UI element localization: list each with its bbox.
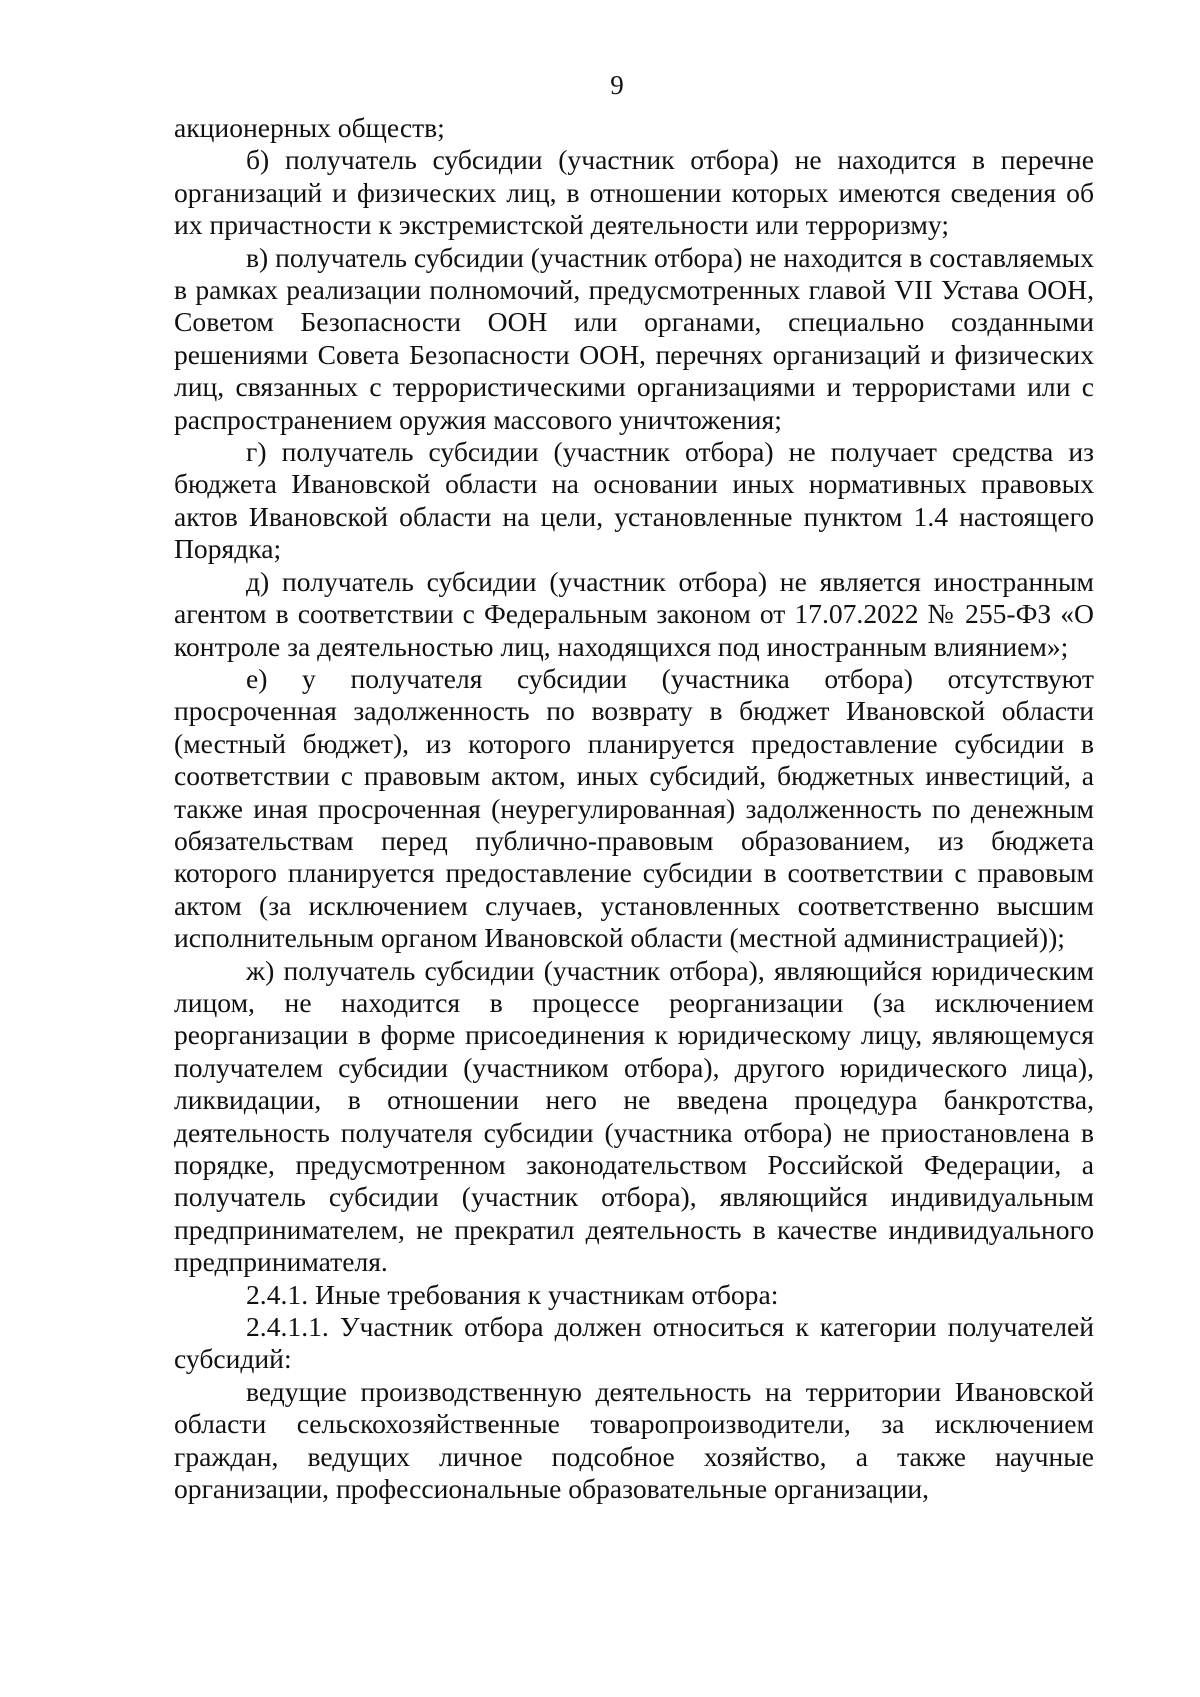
paragraph: д) получатель субсидии (участник отбора) не является иностранным агентом в соответствии с Федеральным законом от 17.07.2022 № 255-ФЗ «О контроле за деятельностью лиц, находящихся под иностранным влиянием»; [174,565,1094,662]
paragraph: г) получатель субсидии (участник отбора) не получает средства из бюджета Ивановской области на основании иных нормативных правовых актов Ивановской области на цели, установленные пунктом 1.4 настоящего Порядка; [174,436,1094,565]
paragraph: б) получатель субсидии (участник отбора) не находится в перечне организаций и физических лиц, в отношении которых имеются сведения об их причастности к экстремистской деятельности или терроризму; [174,144,1094,241]
paragraph: е) у получателя субсидии (участника отбора) отсутствуют просроченная задолженность по возврату в бюджет Ивановской области (местный бюджет), из которого планируется предоставление субсидии в соответствии с правовым актом, иных субсидий, бюджетных инвестиций, а также иная просроченная (неурегулированная) задолженность по денежным обязательствам перед публично-правовым образованием, из бюджета которого планируется предоставление субсидии в соответствии с правовым актом (за исключением случаев, установленных соответственно высшим исполнительным органом Ивановской области (местной администрацией)); [174,662,1094,954]
document-body [174,112,1094,1505]
paragraph: 2.4.1.1. Участник отбора должен относиться к категории получателей субсидий: [174,1311,1094,1375]
paragraph: ведущие производственную деятельность на территории Ивановской области сельскохозяйственные товаропроизводители, за исключением граждан, ведущих личное подсобное хозяйство, а также научные организации, профессиональные образовательные организации, [174,1375,1094,1505]
paragraph: ж) получатель субсидии (участник отбора), являющийся юридическим лицом, не находится в процессе реорганизации (за исключением реорганизации в форме присоединения к юридическому лицу, являющемуся получателем субсидии (участником отбора), другого юридического лица), ликвидации, в отношении него не введена процедура банкротства, деятельность получателя субсидии (участника отбора) не приостановлена в порядке, предусмотренном законодательством Российской Федерации, а получатель субсидии (участник отбора), являющийся индивидуальным предпринимателем, не прекратил деятельность в качестве индивидуального предпринимателя. [174,954,1094,1278]
paragraph: 2.4.1. Иные требования к участникам отбора: [246,1278,779,1310]
paragraph: акционерных обществ; [174,112,445,143]
page-number: 9 [610,70,624,100]
paragraph: в) получатель субсидии (участник отбора) не находится в составляемых в рамках реализации полномочий, предусмотренных главой VII Устава ООН, Советом Безопасности ООН или органами, специально созданными решениями Совета Безопасности ООН, перечнях организаций и физических лиц, связанных с террористическими организациями и террористами или с распространением оружия массового уничтожения; [174,241,1094,435]
